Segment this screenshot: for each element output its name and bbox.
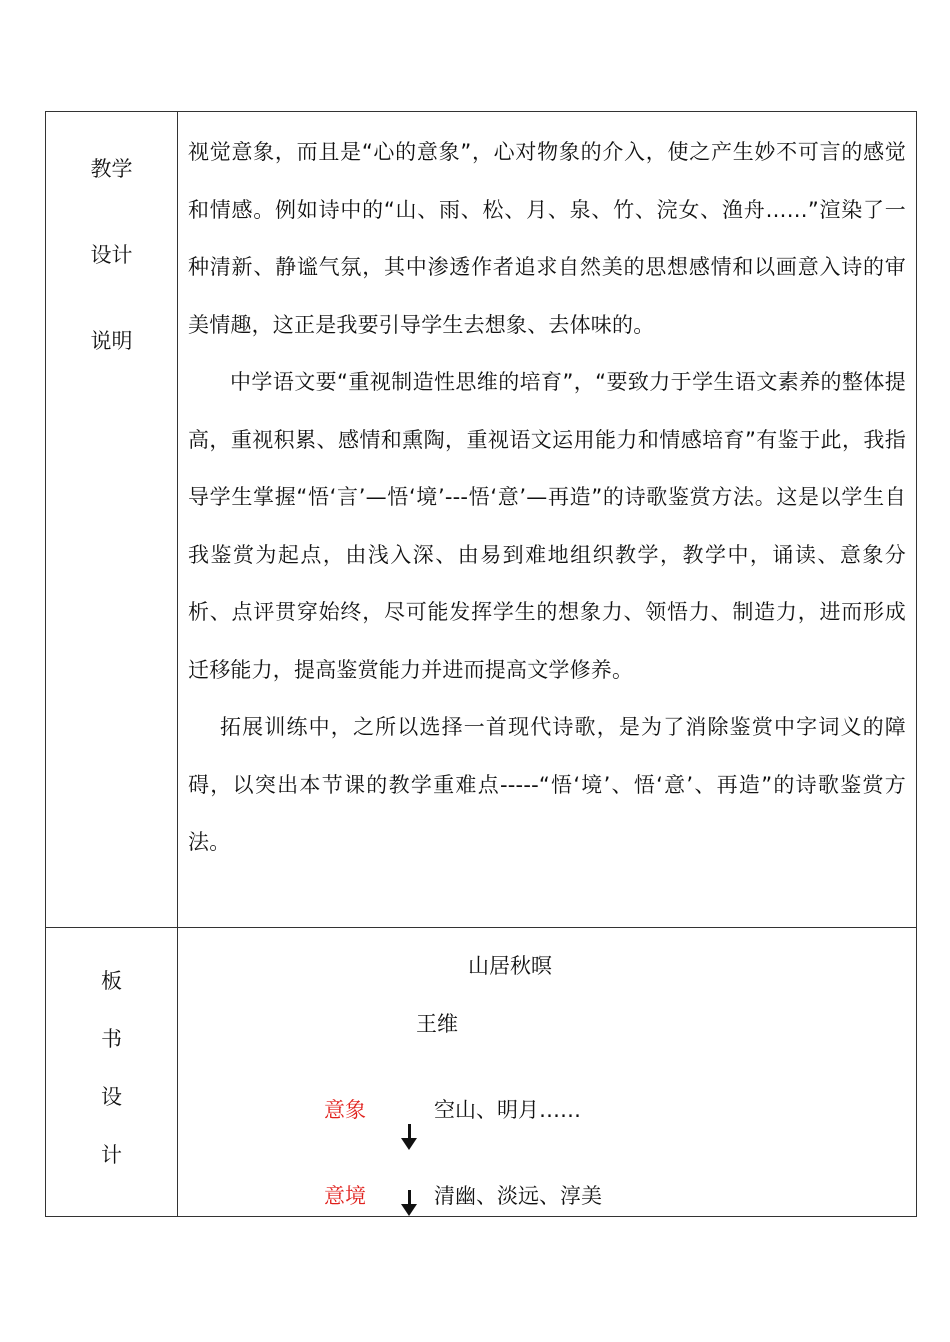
label-char: 计: [101, 1143, 122, 1167]
lesson-plan-table: [45, 111, 917, 1217]
poem-title: 山居秋暝: [468, 954, 552, 978]
paragraph: 拓展训练中，之所以选择一首现代诗歌，是为了消除鉴赏中字词义的障碍，以突出本节课的教学重难点-----“悟‘境’、悟‘意’、再造”的诗歌鉴赏方法。: [188, 715, 906, 854]
label-char: 板: [101, 969, 122, 993]
label-char: 书: [101, 1027, 122, 1051]
label-char: 教学: [90, 157, 133, 181]
design-notes-content: [178, 112, 917, 928]
board-design-label-cell: [46, 928, 178, 1217]
design-notes-row: [46, 112, 917, 928]
board-term-mood: 意境: [324, 1184, 366, 1208]
label-char: 设计: [90, 243, 133, 267]
poem-author: 王维: [416, 1012, 458, 1036]
board-layout: [178, 928, 916, 1216]
board-content-imagery: 空山、明月……: [434, 1098, 581, 1122]
label-char: 设: [101, 1085, 122, 1109]
board-content-mood: 清幽、淡远、淳美: [434, 1184, 602, 1208]
design-notes-label: [46, 112, 177, 384]
design-notes-label-cell: [46, 112, 178, 928]
board-design-row: [46, 928, 917, 1217]
board-design-label: [46, 928, 177, 1184]
board-design-content: [178, 928, 917, 1217]
board-term-imagery: 意象: [324, 1098, 366, 1122]
paragraph: 视觉意象，而且是“心的意象”，心对物象的介入，使之产生妙不可言的感觉和情感。例如诗中的“山、雨、松、月、泉、竹、浣女、渔舟……”渲染了一种清新、静谧气氛，其中渗透作者追求自然美的思想感情和以画意入诗的审美情趣，这正是我要引导学生去想象、去体味的。: [188, 140, 906, 337]
label-char: 说明: [90, 329, 133, 353]
paragraph: 中学语文要“重视制造性思维的培育”，“要致力于学生语文素养的整体提高，重视积累、感情和熏陶，重视语文运用能力和情感培育”有鉴于此，我指导学生掌握“悟‘言’—悟‘境’---悟‘意’—再造”的诗歌鉴赏方法。这是以学生自我鉴赏为起点，由浅入深、由易到难地组织教学，教学中，诵读、意象分析、点评贯穿始终，尽可能发挥学生的想象力、领悟力、制造力，进而形成迁移能力，提高鉴赏能力并进而提高文学修养。: [188, 370, 906, 682]
